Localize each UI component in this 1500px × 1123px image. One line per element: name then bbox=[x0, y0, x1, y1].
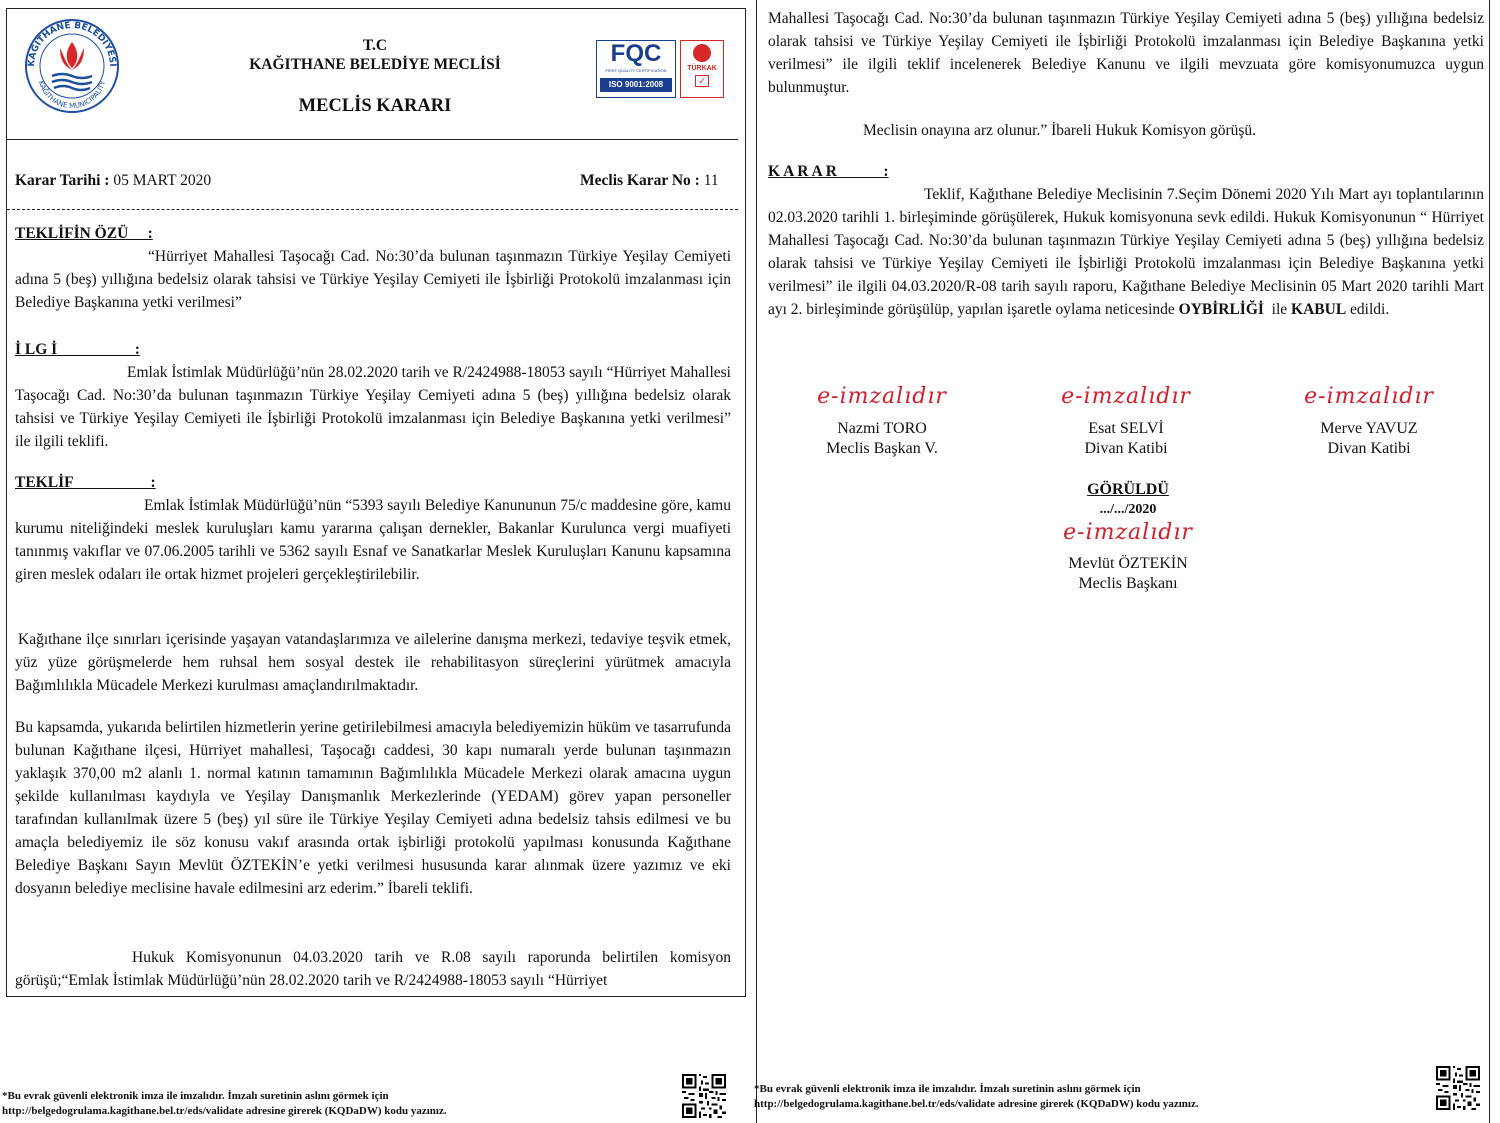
paragraph-scope: Bu kapsamda, yukarıda belirtilen hizmetlerin yerine getirilebilmesi amacıyla belediyemizin hüküm ve tasarrufunda bulunan Kağıthane ilçesi, Hürriyet mahallesi, Taşocağı caddesi, 30 kapı numaralı yerde bulunan taşınmazın yaklaşık 370,00 m2 alanlı 1. normal katının tamamının Bağımlılıkla Mücadele Merkezi olarak amacına uygun şekilde kullanılması kaydıyla ve Yeşilay Danışmanlık Merkezlerinde (YEDAM) görev yapan personeller tarafından kullanılmak üzere 5 (beş) yıl süre ile Türkiye Yeşilay Cemiyeti adına bedelsiz tahsis edilmesi ve bu amaçla belediyemiz ile söz konusu vakıf arasında ortak işbirliği protokolü yapılması konusunda Kağıthane Belediye Başkanı Sayın Mevlüt ÖZTEKİN’e yetki verilmesi hususunda karar alınmak üzere yazımız ve eki dosyanın belediye meclisine havale edilmesini arz ederim.” İbareli teklifi. bbox=[15, 719, 731, 897]
check-icon: ✓ bbox=[695, 75, 709, 87]
commission-approval-line: Meclisin onayına arz olunur.” İbareli Hukuk Komisyon görüşü. bbox=[863, 122, 1257, 139]
section-body-ozu: “Hürriyet Mahallesi Taşocağı Cad. No:30’da bulunan taşınmazın Türkiye Yeşilay Cemiyeti adına 5 (beş) yıllığına bedelsiz olarak tahsisi ve Türkiye Yeşilay Cemiyeti ile İşbirliği Protokolü imzalanması için Belediye Başkanına yetki verilmesi” bbox=[15, 248, 731, 311]
footer-note bbox=[2, 1089, 662, 1119]
paragraph-center: Kağıthane ilçe sınırları içerisinde yaşayan vatandaşlarımıza ve ailelerine danışma merkezi, tedaviye teşvik etmek, yüz yüze görüşmelerde hem ruhsal hem sosyal destek ile rehabilitasyon süreçlerini yürütmek amacıyla Bağımlılıkla Mücadele Merkezi kurulması amaçlandırılmaktadır. bbox=[15, 631, 731, 694]
section-heading-ozu: TEKLİFİN ÖZÜ : bbox=[15, 225, 153, 242]
section-body-teklif: Emlak İstimlak Müdürlüğü’nün “5393 sayılı Belediye Kanununun 75/c maddesine göre, kamu kurumu niteliğindeki meslek kuruluşları kamu yararına çalışan dernekler, Bakanlar Kurulunca vergi muafiyeti tanınmış vakıflar ve 07.06.2005 tarihli ve 5362 sayılı Esnaf ve Sanatkarlar Meslek Kuruluşları Kanunu kapsamına giren meslek odaları ile ortak hizmet projeleri gerçekleştirilebilir. bbox=[15, 497, 731, 583]
e-signature-stamp: e-imzalıdır bbox=[1061, 384, 1191, 409]
section-heading-teklif: TEKLİF : bbox=[15, 474, 156, 491]
mayor-signer bbox=[1028, 554, 1228, 594]
footer-line-1: *Bu evrak güvenli elektronik imza ile imzalıdır. İmzalı suretinin aslını görmek için bbox=[2, 1090, 389, 1102]
section-body-ilgi: Emlak İstimlak Müdürlüğü’nün 28.02.2020 tarih ve R/2424988-18053 sayılı “Hürriyet Mahallesi Taşocağı Cad. No:30’da bulunan taşınmazın Türkiye Yeşilay Cemiyeti adına 5 (beş) yıllığına bedelsiz olarak tahsisi ve Türkiye Yeşilay Cemiyeti ile İşbirliği Protokolü imzalanması için Belediye Başkanına yetki verilmesi” ile ilgili teklifi. bbox=[15, 364, 731, 450]
section-body-karar bbox=[768, 183, 1484, 321]
turkak-label: TÜRKAK bbox=[687, 65, 717, 72]
accepted-label: KABUL bbox=[1291, 301, 1347, 318]
footer-note bbox=[754, 1082, 1414, 1112]
page-title: MECLİS KARARI bbox=[298, 96, 452, 116]
signer-name: Mevlüt ÖZTEKİN bbox=[1068, 555, 1188, 572]
karar-mid: ile bbox=[1263, 301, 1292, 318]
turkak-logo-icon bbox=[693, 44, 711, 62]
decision-date bbox=[15, 169, 211, 192]
header-council: KAĞITHANE BELEDİYE MECLİSİ bbox=[249, 56, 501, 73]
section-heading-ilgi: İ LG İ : bbox=[15, 341, 140, 358]
signer-title: Divan Katibi bbox=[1084, 440, 1168, 457]
decision-number bbox=[580, 169, 719, 192]
signer-3 bbox=[1269, 419, 1469, 459]
decision-number-label: Meclis Karar No : bbox=[580, 172, 700, 189]
karar-text: Teklif, Kağıthane Belediye Meclisinin 7.Seçim Dönemi 2020 Yılı Mart ayı toplantılarının 02.03.2020 tarihli 1. birleşiminde görüşülerek, Hukuk komisyonuna sevk edildi. Hukuk Komisyonunun “ Hürriyet Mahallesi Taşocağı Cad. No:30’da bulunan taşınmazın Türkiye Yeşilay Cemiyeti adına 5 (beş) yıllığına bedelsiz olarak tahsisi ve Türkiye Yeşilay Cemiyeti ile İşbirliği Protokolü imzalanması için Belediye Başkanına yetki verilmesi” ile ilgili 04.03.2020/R-08 tarih sayılı raporu, Kağıthane Belediye Meclisinin 05 Mart 2020 tarihli Mart ayı 2. birleşiminde görüşülüp, yapılan işaretle oylama neticesinde bbox=[768, 186, 1484, 318]
section-heading-karar: K A R A R : bbox=[768, 163, 889, 180]
commission-continuation: Mahallesi Taşocağı Cad. No:30’da bulunan taşınmazın Türkiye Yeşilay Cemiyeti adına 5 (beş) yıllığına bedelsiz olarak tahsisi ve Türkiye Yeşilay Cemiyeti ile İşbirliği Protokolü imzalanması için Belediye Başkanına yetki verilmesi” ile ilgili teklif incelenerek Belediye Kanunu ve ilgili mevzuata göre komisyonumuzca uygun bulunmuştur. bbox=[768, 10, 1484, 96]
decision-date-label: Karar Tarihi : bbox=[15, 172, 110, 189]
fqc-subtitle: FIRST QUALITY CERTIFICATION bbox=[605, 68, 667, 73]
signer-title: Meclis Başkan V. bbox=[826, 440, 938, 457]
signer-name: Merve YAVUZ bbox=[1320, 420, 1418, 437]
e-signature-stamp: e-imzalıdır bbox=[1063, 520, 1193, 545]
seen-date: .../.../2020 bbox=[1099, 502, 1157, 517]
qr-code-icon[interactable] bbox=[682, 1074, 726, 1118]
header-divider bbox=[7, 139, 738, 140]
e-signature-stamp: e-imzalıdır bbox=[1304, 384, 1434, 409]
turkak-badge bbox=[680, 40, 724, 98]
signer-2 bbox=[1026, 419, 1226, 459]
fqc-label: FQC bbox=[610, 40, 662, 67]
paragraph-commission: Hukuk Komisyonunun 04.03.2020 tarih ve R.08 sayılı raporunda belirtilen komisyon görüşü;“Emlak İstimlak Müdürlüğü’nün 28.02.2020 tarih ve R/2424988-18053 sayılı “Hürriyet bbox=[15, 949, 731, 989]
municipality-logo bbox=[22, 14, 122, 118]
footer-verify-url[interactable]: http://belgedogrulama.kagithane.bel.tr/eds/validate adresine girerek (KQDaDW) kodu yazınız. bbox=[2, 1105, 447, 1117]
decision-date-value: 05 MART 2020 bbox=[109, 172, 212, 189]
qr-code-icon[interactable] bbox=[1436, 1066, 1480, 1110]
fqc-certificate-badge bbox=[596, 40, 676, 98]
signer-title: Meclis Başkanı bbox=[1078, 575, 1178, 592]
karar-end: edildi. bbox=[1346, 301, 1390, 318]
unanimous-label: OYBİRLİĞİ bbox=[1178, 301, 1264, 318]
header-country: T.C bbox=[362, 37, 388, 54]
signer-name: Esat SELVİ bbox=[1088, 420, 1164, 437]
footer-verify-url[interactable]: http://belgedogrulama.kagithane.bel.tr/eds/validate adresine girerek (KQDaDW) kodu yazınız. bbox=[754, 1098, 1199, 1110]
iso-label: ISO 9001:2008 bbox=[600, 78, 672, 92]
footer-line-1: *Bu evrak güvenli elektronik imza ile imzalıdır. İmzalı suretinin aslını görmek için bbox=[754, 1083, 1141, 1095]
svg-text:KAĞITHANE MUNICIPALITY: KAĞITHANE MUNICIPALITY bbox=[36, 79, 108, 111]
meta-divider bbox=[7, 209, 738, 210]
decision-number-value: 11 bbox=[699, 172, 719, 189]
seen-label: GÖRÜLDÜ bbox=[1087, 481, 1169, 498]
svg-text:KAĞITHANE BELEDİYESİ: KAĞITHANE BELEDİYESİ bbox=[26, 20, 118, 67]
signer-1 bbox=[782, 419, 982, 459]
signer-title: Divan Katibi bbox=[1327, 440, 1411, 457]
signer-name: Nazmi TORO bbox=[837, 420, 927, 437]
e-signature-stamp: e-imzalıdır bbox=[817, 384, 947, 409]
decision-page-2 bbox=[752, 0, 1500, 1123]
